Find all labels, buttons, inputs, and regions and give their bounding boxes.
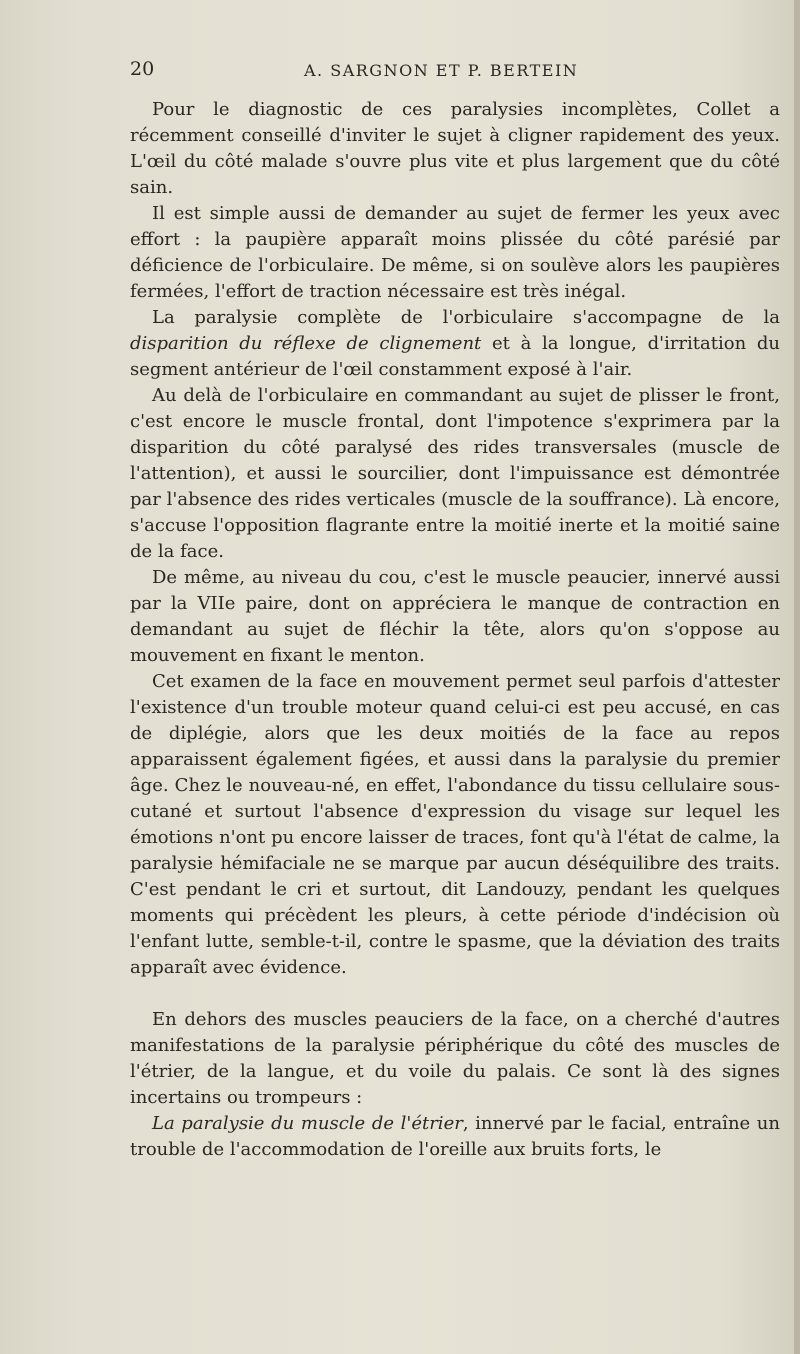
page-number: 20 <box>130 58 155 80</box>
paragraph <box>130 201 780 305</box>
text-run: Il est simple aussi de demander au sujet de fermer les yeux avec effort : la paupière apparaît moins plissée du côté parésié par déficience de l'orbiculaire. De même, si on soulève alors les paupières fermées, l'effort de traction nécessaire est très inégal. <box>130 203 780 302</box>
body-text <box>130 97 780 1163</box>
paragraph <box>130 565 780 669</box>
running-head <box>130 58 780 88</box>
page-edge <box>794 0 800 1354</box>
text-run: En dehors des muscles peauciers de la face, on a cherché d'autres manifestations de la paralysie périphérique du côté des muscles de l'étrier, de la langue, et du voile du palais. Ce sont là des signes incertains ou trompeurs : <box>130 1009 780 1108</box>
text-run: , innervé par le facial, entraîne un trouble de l'accommodation de l'oreille aux bruits forts, le <box>130 1113 780 1160</box>
text-run: De même, au niveau du cou, c'est le muscle peaucier, innervé aussi par la VIIe paire, dont on appréciera le manque de contraction en demandant au sujet de fléchir la tête, alors qu'on s'oppose au mouvement en fixant le menton. <box>130 567 780 666</box>
text-run: et à la longue, d'irritation du segment antérieur de l'œil constamment exposé à l'air. <box>130 333 780 380</box>
italic-phrase: La paralysie du muscle de l'étrier <box>152 1113 463 1134</box>
paragraph <box>130 669 780 981</box>
paragraph <box>130 97 780 201</box>
running-head-authors: A. SARGNON ET P. BERTEIN <box>304 61 579 80</box>
paragraph <box>130 1007 780 1111</box>
italic-phrase: disparition du réflexe de clignement <box>130 333 482 354</box>
text-run: La paralysie complète de l'orbiculaire s'accompagne de la <box>152 307 780 328</box>
paragraph <box>130 1111 780 1163</box>
text-run: Cet examen de la face en mouvement permet seul parfois d'attester l'existence d'un trouble moteur quand celui-ci est peu accusé, en cas de diplégie, alors que les deux moitiés de la face au repos apparaissent également figées, et aussi dans la paralysie du premier âge. Chez le nouveau-né, en effet, l'abondance du tissu cellulaire sous-cutané et surtout l'absence d'expression du visage sur lequel les émotions n'ont pu encore laisser de traces, font qu'à l'état de calme, la paralysie hémifaciale ne se marque par aucun déséquilibre des traits. C'est pendant le cri et surtout, dit Landouzy, pendant les quelques moments qui précèdent les pleurs, à cette période d'indécision où l'enfant lutte, semble-t-il, contre le spasme, que la déviation des traits apparaît avec évidence. <box>130 671 780 978</box>
paragraph <box>130 305 780 383</box>
paragraph <box>130 383 780 565</box>
text-run: Pour le diagnostic de ces paralysies incomplètes, Collet a récemment conseillé d'inviter le sujet à cligner rapidement des yeux. L'œil du côté malade s'ouvre plus vite et plus largement que du côté sain. <box>130 99 780 198</box>
text-run: Au delà de l'orbiculaire en commandant au sujet de plisser le front, c'est encore le muscle frontal, dont l'impotence s'exprimera par la disparition du côté paralysé des rides transversales (muscle de l'attention), et aussi le sourcilier, dont l'impuissance est démontrée par l'absence des rides verticales (muscle de la souffrance). Là encore, s'accuse l'opposition flagrante entre la moitié inerte et la moitié saine de la face. <box>130 385 780 562</box>
